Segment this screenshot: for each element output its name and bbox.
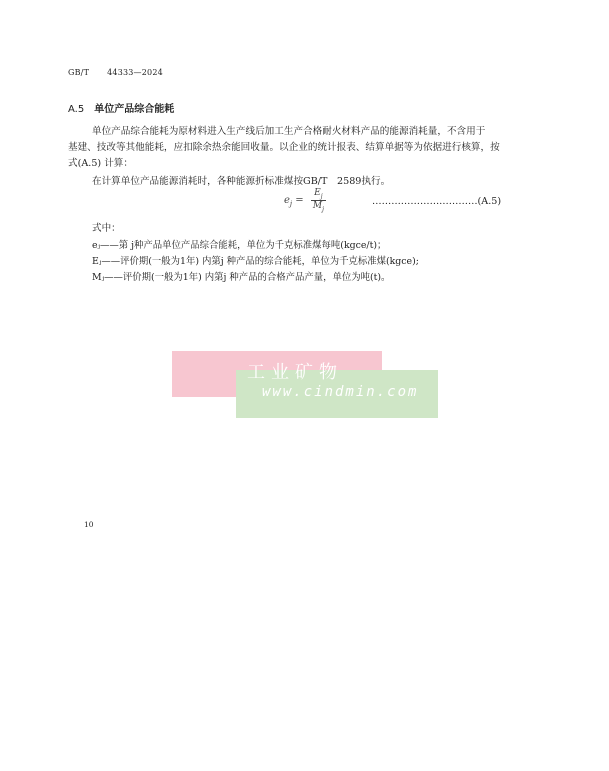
section-heading	[68, 100, 174, 115]
formula-lhs-sub: j	[289, 199, 293, 208]
section-number: A.5	[68, 104, 85, 115]
section-title: 单位产品综合能耗	[94, 104, 175, 115]
paragraph-1-line-3: 式(A.5) 计算：	[68, 158, 133, 169]
formula-fraction	[311, 188, 326, 213]
formula-reference: ……………………………(A.5)	[372, 196, 502, 207]
formula-numerator: $E_j$	[311, 188, 326, 201]
page-number: 10	[84, 520, 94, 529]
standard-number: 44333—2024	[107, 68, 163, 77]
paragraph-1-line-2: 基建、技改等其他能耗，应扣除余热余能回收量。以企业的统计报表、结算单据等为依据进行核算，按	[68, 142, 500, 153]
formula-lhs: e	[284, 194, 290, 206]
definition-Mj: Mⱼ——评价期(一般为1年) 内第j 种产品的合格产品产量，单位为吨(t)。	[92, 272, 391, 283]
definition-ej: eⱼ——第 j种产品单位产品综合能耗，单位为千克标准煤每吨(kgce/t)；	[92, 240, 387, 251]
formula-a5	[284, 188, 326, 213]
definition-Ej: Eⱼ——评价期(一般为1年) 内第j 种产品的综合能耗，单位为千克标准煤(kgce);	[92, 256, 419, 267]
paragraph-1-line-1: 单位产品综合能耗为原材料进入生产线后加工生产合格耐火材料产品的能源消耗量，不含用于	[92, 126, 486, 137]
formula-denominator: $M_j$	[312, 200, 324, 213]
document-header	[68, 68, 163, 77]
paragraph-2: 在计算单位产品能源消耗时，各种能源折标准煤按GB/T 2589执行。	[92, 176, 391, 187]
watermark-url: www.cindmin.com	[262, 384, 419, 400]
where-label: 式中：	[92, 223, 121, 234]
watermark-title: 工业矿物	[247, 362, 343, 383]
formula-equals: =	[295, 194, 304, 206]
standard-code: GB/T	[68, 68, 90, 77]
